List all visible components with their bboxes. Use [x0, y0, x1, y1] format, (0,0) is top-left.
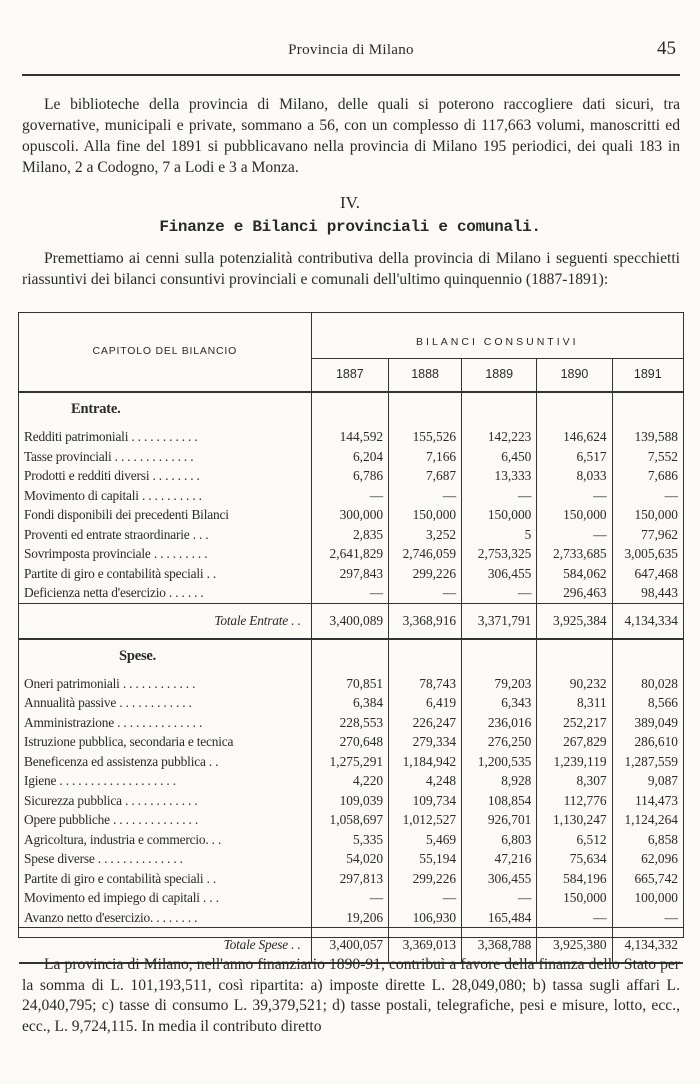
value-cell: — [311, 888, 388, 908]
value-cell: 1,287,559 [624, 753, 678, 769]
table-row [19, 505, 683, 525]
value-cell: 19,206 [311, 908, 388, 928]
table-row [19, 583, 683, 603]
value-cell: 228,553 [311, 713, 388, 733]
value-cell: 306,455 [462, 869, 537, 889]
value-cell: 8,311 [537, 693, 612, 713]
value-cell: 1,124,264 [624, 812, 678, 827]
value-cell: 5 [462, 525, 537, 545]
paragraph-contribution: La provincia di Milano, nell'anno finanziario 1890-91, contribuì a favore della finanza dello Stato per la somma di L. 101,193,511, così ripartita: a) imposte dirette L. 28,049,080; b) tassa sugli affari L. 24,040,795; c) tasse di consumo L. 39,379,521; d) tasse postali, telegrafiche, pesi e misure, lotto, ecc., ecc., L. 9,724,115. In media il contributo diretto [22, 956, 680, 1035]
paragraph-intro: Premettiamo ai cenni sulla potenzialità contributiva della provincia di Milano i seguenti specchietti riassuntivi dei bilanci consuntivi provinciali e comunali dell'ultimo quinquennio (1887-1891): [22, 250, 680, 288]
value-cell: 1,012,527 [389, 810, 462, 830]
row-label: Sovrimposta provinciale . . . . . . . . . [19, 544, 311, 564]
value-cell: 297,843 [311, 564, 388, 584]
value-cell: 6,384 [311, 693, 388, 713]
value-cell: 6,858 [647, 831, 678, 847]
value-cell: 62,096 [641, 851, 678, 866]
value-cell: 146,624 [537, 427, 612, 447]
value-cell: 6,512 [537, 830, 612, 850]
value-cell: 114,473 [634, 792, 678, 808]
budget-table-grid [19, 313, 683, 964]
page-number: 45 [657, 38, 676, 59]
table-row [19, 544, 683, 564]
value-cell: 4,134,332 [612, 928, 683, 964]
value-cell: 144,592 [311, 427, 388, 447]
table-row [19, 486, 683, 506]
value-cell: — [537, 908, 612, 928]
value-cell: — [664, 487, 678, 503]
value-cell: 106,930 [389, 908, 462, 928]
value-cell: 47,216 [462, 849, 537, 869]
row-label: Tasse provinciali . . . . . . . . . . . . . [19, 447, 311, 467]
value-cell: — [311, 583, 388, 603]
value-cell: 80,028 [641, 675, 678, 691]
value-cell: 296,463 [537, 583, 612, 603]
value-cell: 3,371,791 [462, 603, 537, 639]
value-cell: 3,925,384 [537, 603, 612, 639]
value-cell: 90,232 [537, 674, 612, 694]
value-cell: 100,000 [634, 890, 678, 905]
year-header: 1889 [462, 359, 537, 393]
row-label: Prodotti e redditi diversi . . . . . . . . [19, 466, 311, 486]
value-cell: 8,566 [647, 695, 678, 710]
value-cell: 4,134,334 [612, 603, 683, 639]
value-cell: 7,686 [647, 468, 678, 483]
value-cell: 1,130,247 [537, 810, 612, 830]
value-cell: 108,854 [462, 791, 537, 811]
value-cell: 267,829 [537, 732, 612, 752]
value-cell: 54,020 [311, 849, 388, 869]
value-cell: 142,223 [462, 427, 537, 447]
value-cell: 5,335 [311, 830, 388, 850]
row-label: Redditi patrimoniali . . . . . . . . . . . [19, 427, 311, 447]
table-row [19, 427, 683, 447]
value-cell: — [311, 486, 388, 506]
value-cell: 584,062 [537, 564, 612, 584]
table-row [19, 849, 683, 869]
value-cell: 279,334 [389, 732, 462, 752]
row-label: Agricoltura, industria e commercio. . . [19, 830, 311, 850]
value-cell: — [664, 909, 678, 925]
table-row [19, 564, 683, 584]
value-cell: 584,196 [537, 869, 612, 889]
value-cell: 165,484 [462, 908, 537, 928]
row-label: Beneficenza ed assistenza pubblica . . [19, 752, 311, 772]
value-cell: 1,275,291 [311, 752, 388, 772]
table-row [19, 447, 683, 467]
value-cell: 1,200,535 [462, 752, 537, 772]
value-cell: 389,049 [634, 714, 678, 730]
value-cell: 7,552 [647, 448, 678, 464]
value-cell: 270,648 [311, 732, 388, 752]
value-cell: 109,734 [389, 791, 462, 811]
value-cell: 75,634 [537, 849, 612, 869]
value-cell: 6,803 [462, 830, 537, 850]
table-row [19, 466, 683, 486]
row-label: Proventi ed entrate straordinarie . . . [19, 525, 311, 545]
value-cell: 1,239,119 [537, 752, 612, 772]
value-cell: 79,203 [462, 674, 537, 694]
value-cell: 3,925,380 [537, 928, 612, 964]
running-title: Provincia di Milano [288, 42, 414, 58]
total-row [19, 603, 683, 639]
value-cell: 252,217 [537, 713, 612, 733]
section-row-spese [19, 639, 683, 674]
value-cell: 299,226 [389, 564, 462, 584]
value-cell: 3,368,916 [389, 603, 462, 639]
row-label: Totale Entrate . . [19, 603, 311, 639]
value-cell: 286,610 [634, 734, 678, 749]
table-row [19, 732, 683, 752]
value-cell: 297,813 [311, 869, 388, 889]
row-label: Igiene . . . . . . . . . . . . . . . . . . . [19, 771, 311, 791]
value-cell: — [389, 486, 462, 506]
row-label: Partite di giro e contabilità speciali . . [19, 564, 311, 584]
value-cell: 9,087 [647, 773, 678, 788]
value-cell: 4,220 [311, 771, 388, 791]
value-cell: 139,588 [634, 429, 678, 444]
value-cell: 98,443 [641, 585, 678, 600]
row-label: Movimento di capitali . . . . . . . . . . [19, 486, 311, 506]
value-cell: 2,835 [311, 525, 388, 545]
table-row [19, 674, 683, 694]
value-cell: — [537, 525, 612, 545]
value-cell: 6,450 [462, 447, 537, 467]
value-cell: 226,247 [389, 713, 462, 733]
value-cell: 6,517 [537, 447, 612, 467]
table-row [19, 693, 683, 713]
value-cell: 150,000 [389, 505, 462, 525]
value-cell: 3,368,788 [462, 928, 537, 964]
value-cell: 300,000 [311, 505, 388, 525]
row-label: Avanzo netto d'esercizio. . . . . . . . [19, 908, 311, 928]
column-header-chapter: CAPITOLO DEL BILANCIO [19, 313, 311, 392]
value-cell: 55,194 [389, 849, 462, 869]
value-cell: 6,419 [389, 693, 462, 713]
value-cell: 1,058,697 [311, 810, 388, 830]
value-cell: 150,000 [462, 505, 537, 525]
value-cell: 299,226 [389, 869, 462, 889]
value-cell: — [389, 583, 462, 603]
page-header [22, 38, 680, 76]
table-row [19, 869, 683, 889]
value-cell: 306,455 [462, 564, 537, 584]
value-cell: 6,786 [311, 466, 388, 486]
value-cell: 3,400,057 [311, 928, 388, 964]
table-row [19, 791, 683, 811]
value-cell: 150,000 [537, 505, 612, 525]
value-cell: 2,641,829 [311, 544, 388, 564]
value-cell: 2,746,059 [389, 544, 462, 564]
value-cell: 8,307 [537, 771, 612, 791]
table-row [19, 810, 683, 830]
value-cell: 4,248 [389, 771, 462, 791]
table-row [19, 888, 683, 908]
column-header-group: BILANCI CONSUNTIVI [311, 313, 683, 359]
value-cell: — [389, 888, 462, 908]
value-cell: 112,776 [537, 791, 612, 811]
value-cell: 150,000 [537, 888, 612, 908]
year-header: 1891 [612, 359, 683, 393]
value-cell: 8,033 [537, 466, 612, 486]
row-label: Totale Spese . . [19, 928, 311, 964]
value-cell: 109,039 [311, 791, 388, 811]
value-cell: 3,369,013 [389, 928, 462, 964]
value-cell: 236,016 [462, 713, 537, 733]
value-cell: 647,468 [634, 565, 678, 581]
section-label-entrate: Entrate. [19, 392, 311, 427]
value-cell: 276,250 [462, 732, 537, 752]
value-cell: 2,733,685 [537, 544, 612, 564]
value-cell: — [537, 486, 612, 506]
value-cell: 5,469 [389, 830, 462, 850]
table-row [19, 713, 683, 733]
section-number: IV. [340, 193, 360, 212]
value-cell: 7,166 [389, 447, 462, 467]
row-label: Movimento ed impiego di capitali . . . [19, 888, 311, 908]
value-cell: 3,400,089 [311, 603, 388, 639]
row-label: Spese diverse . . . . . . . . . . . . . . [19, 849, 311, 869]
value-cell: 1,184,942 [389, 752, 462, 772]
value-cell: 7,687 [389, 466, 462, 486]
table-row [19, 752, 683, 772]
value-cell: 150,000 [634, 507, 678, 522]
value-cell: 155,526 [389, 427, 462, 447]
value-cell: 6,204 [311, 447, 388, 467]
value-cell: 3,252 [389, 525, 462, 545]
row-label: Oneri patrimoniali . . . . . . . . . . . . [19, 674, 311, 694]
value-cell: — [462, 486, 537, 506]
value-cell: 70,851 [311, 674, 388, 694]
section-row-entrate [19, 392, 683, 427]
table-row [19, 830, 683, 850]
section-label-spese: Spese. [19, 639, 311, 674]
row-label: Sicurezza pubblica . . . . . . . . . . . . [19, 791, 311, 811]
value-cell: 665,742 [634, 870, 678, 886]
value-cell: 6,343 [462, 693, 537, 713]
value-cell: 926,701 [462, 810, 537, 830]
row-label: Deficienza netta d'esercizio . . . . . . [19, 583, 311, 603]
value-cell: 77,962 [641, 526, 678, 542]
value-cell: — [462, 583, 537, 603]
row-label: Amministrazione . . . . . . . . . . . . . . [19, 713, 311, 733]
row-label: Annualità passive . . . . . . . . . . . . [19, 693, 311, 713]
table-row [19, 908, 683, 928]
row-label: Istruzione pubblica, secondaria e tecnica [19, 732, 311, 752]
value-cell: 78,743 [389, 674, 462, 694]
year-header: 1887 [311, 359, 388, 393]
value-cell: 2,753,325 [462, 544, 537, 564]
row-label: Partite di giro e contabilità speciali . . [19, 869, 311, 889]
section-title: Finanze e Bilanci provinciali e comunali. [159, 218, 541, 236]
value-cell: 8,928 [462, 771, 537, 791]
year-header: 1890 [537, 359, 612, 393]
row-label: Opere pubbliche . . . . . . . . . . . . . . [19, 810, 311, 830]
value-cell: 13,333 [462, 466, 537, 486]
row-label: Fondi disponibili dei precedenti Bilanci [19, 505, 311, 525]
year-header: 1888 [389, 359, 462, 393]
value-cell: — [462, 888, 537, 908]
table-row [19, 771, 683, 791]
budget-table [18, 312, 684, 953]
value-cell: 3,005,635 [624, 546, 678, 561]
paragraph-libraries: Le biblioteche della provincia di Milano, delle quali si poterono raccogliere dati sicuri, tra governative, municipali e private, sommano a 56, con un complesso di 117,663 volumi, manoscritti ed opuscoli. Alla fine del 1891 si pubblicavano nella provincia di Milano 195 periodici, dei quali 183 in Milano, 2 a Codogno, 7 a Lodi e 3 a Monza. [22, 96, 680, 176]
table-row [19, 525, 683, 545]
